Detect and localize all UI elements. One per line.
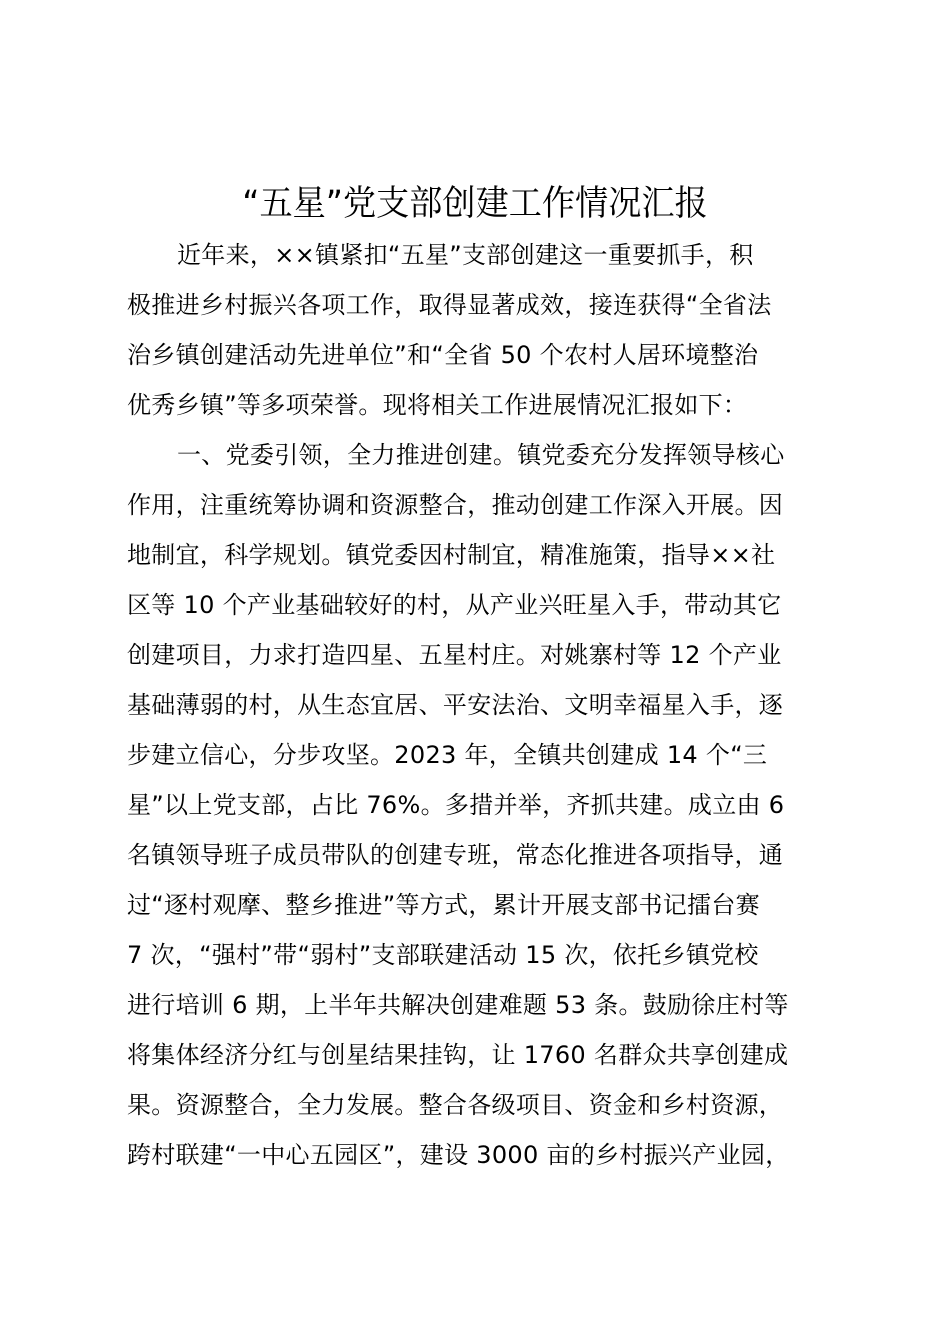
text-line: 治乡镇创建活动先进单位”和“全省 50 个农村人居环境整治 xyxy=(127,341,759,369)
text-line: 地制宜，科学规划。镇党委因村制宜，精准施策，指导××社 xyxy=(127,541,776,569)
text-line: 进行培训 6 期，上半年共解决创建难题 53 条。鼓励徐庄村等 xyxy=(127,991,789,1019)
text-line: 优秀乡镇”等多项荣誉。现将相关工作进展情况汇报如下： xyxy=(127,391,748,419)
text-line: 近年来，××镇紧扣“五星”支部创建这一重要抓手，积 xyxy=(177,241,754,269)
text-line: 步建立信心，分步攻坚。2023 年，全镇共创建成 14 个“三 xyxy=(127,741,768,769)
text-line: 7 次，“强村”带“弱村”支部联建活动 15 次，依托乡镇党校 xyxy=(127,941,759,969)
text-line: 跨村联建“一中心五园区”，建设 3000 亩的乡村振兴产业园， xyxy=(127,1141,790,1169)
text-line: 基础薄弱的村，从生态宜居、平安法治、文明幸福星入手，逐 xyxy=(127,691,784,719)
text-line: 过“逐村观摩、整乡推进”等方式，累计开展支部书记擂台赛 xyxy=(127,891,760,919)
document-title: “五星”党支部创建工作情况汇报 xyxy=(242,184,708,224)
text-line: 极推进乡村振兴各项工作，取得显著成效，接连获得“全省法 xyxy=(127,291,772,319)
text-line: 星”以上党支部，占比 76%。多措并举，齐抓共建。成立由 6 xyxy=(127,791,785,819)
text-line: 区等 10 个产业基础较好的村，从产业兴旺星入手，带动其它 xyxy=(127,591,782,619)
text-line: 将集体经济分红与创星结果挂钩，让 1760 名群众共享创建成 xyxy=(127,1041,789,1069)
text-line: 创建项目，力求打造四星、五星村庄。对姚寨村等 12 个产业 xyxy=(127,641,782,669)
text-line: 名镇领导班子成员带队的创建专班，常态化推进各项指导，通 xyxy=(127,841,784,869)
text-line: 作用，注重统筹协调和资源整合，推动创建工作深入开展。因 xyxy=(127,491,784,519)
text-line: 果。资源整合，全力发展。整合各级项目、资金和乡村资源， xyxy=(127,1091,784,1119)
text-line: 一、党委引领，全力推进创建。镇党委充分发挥领导核心 xyxy=(177,441,785,469)
